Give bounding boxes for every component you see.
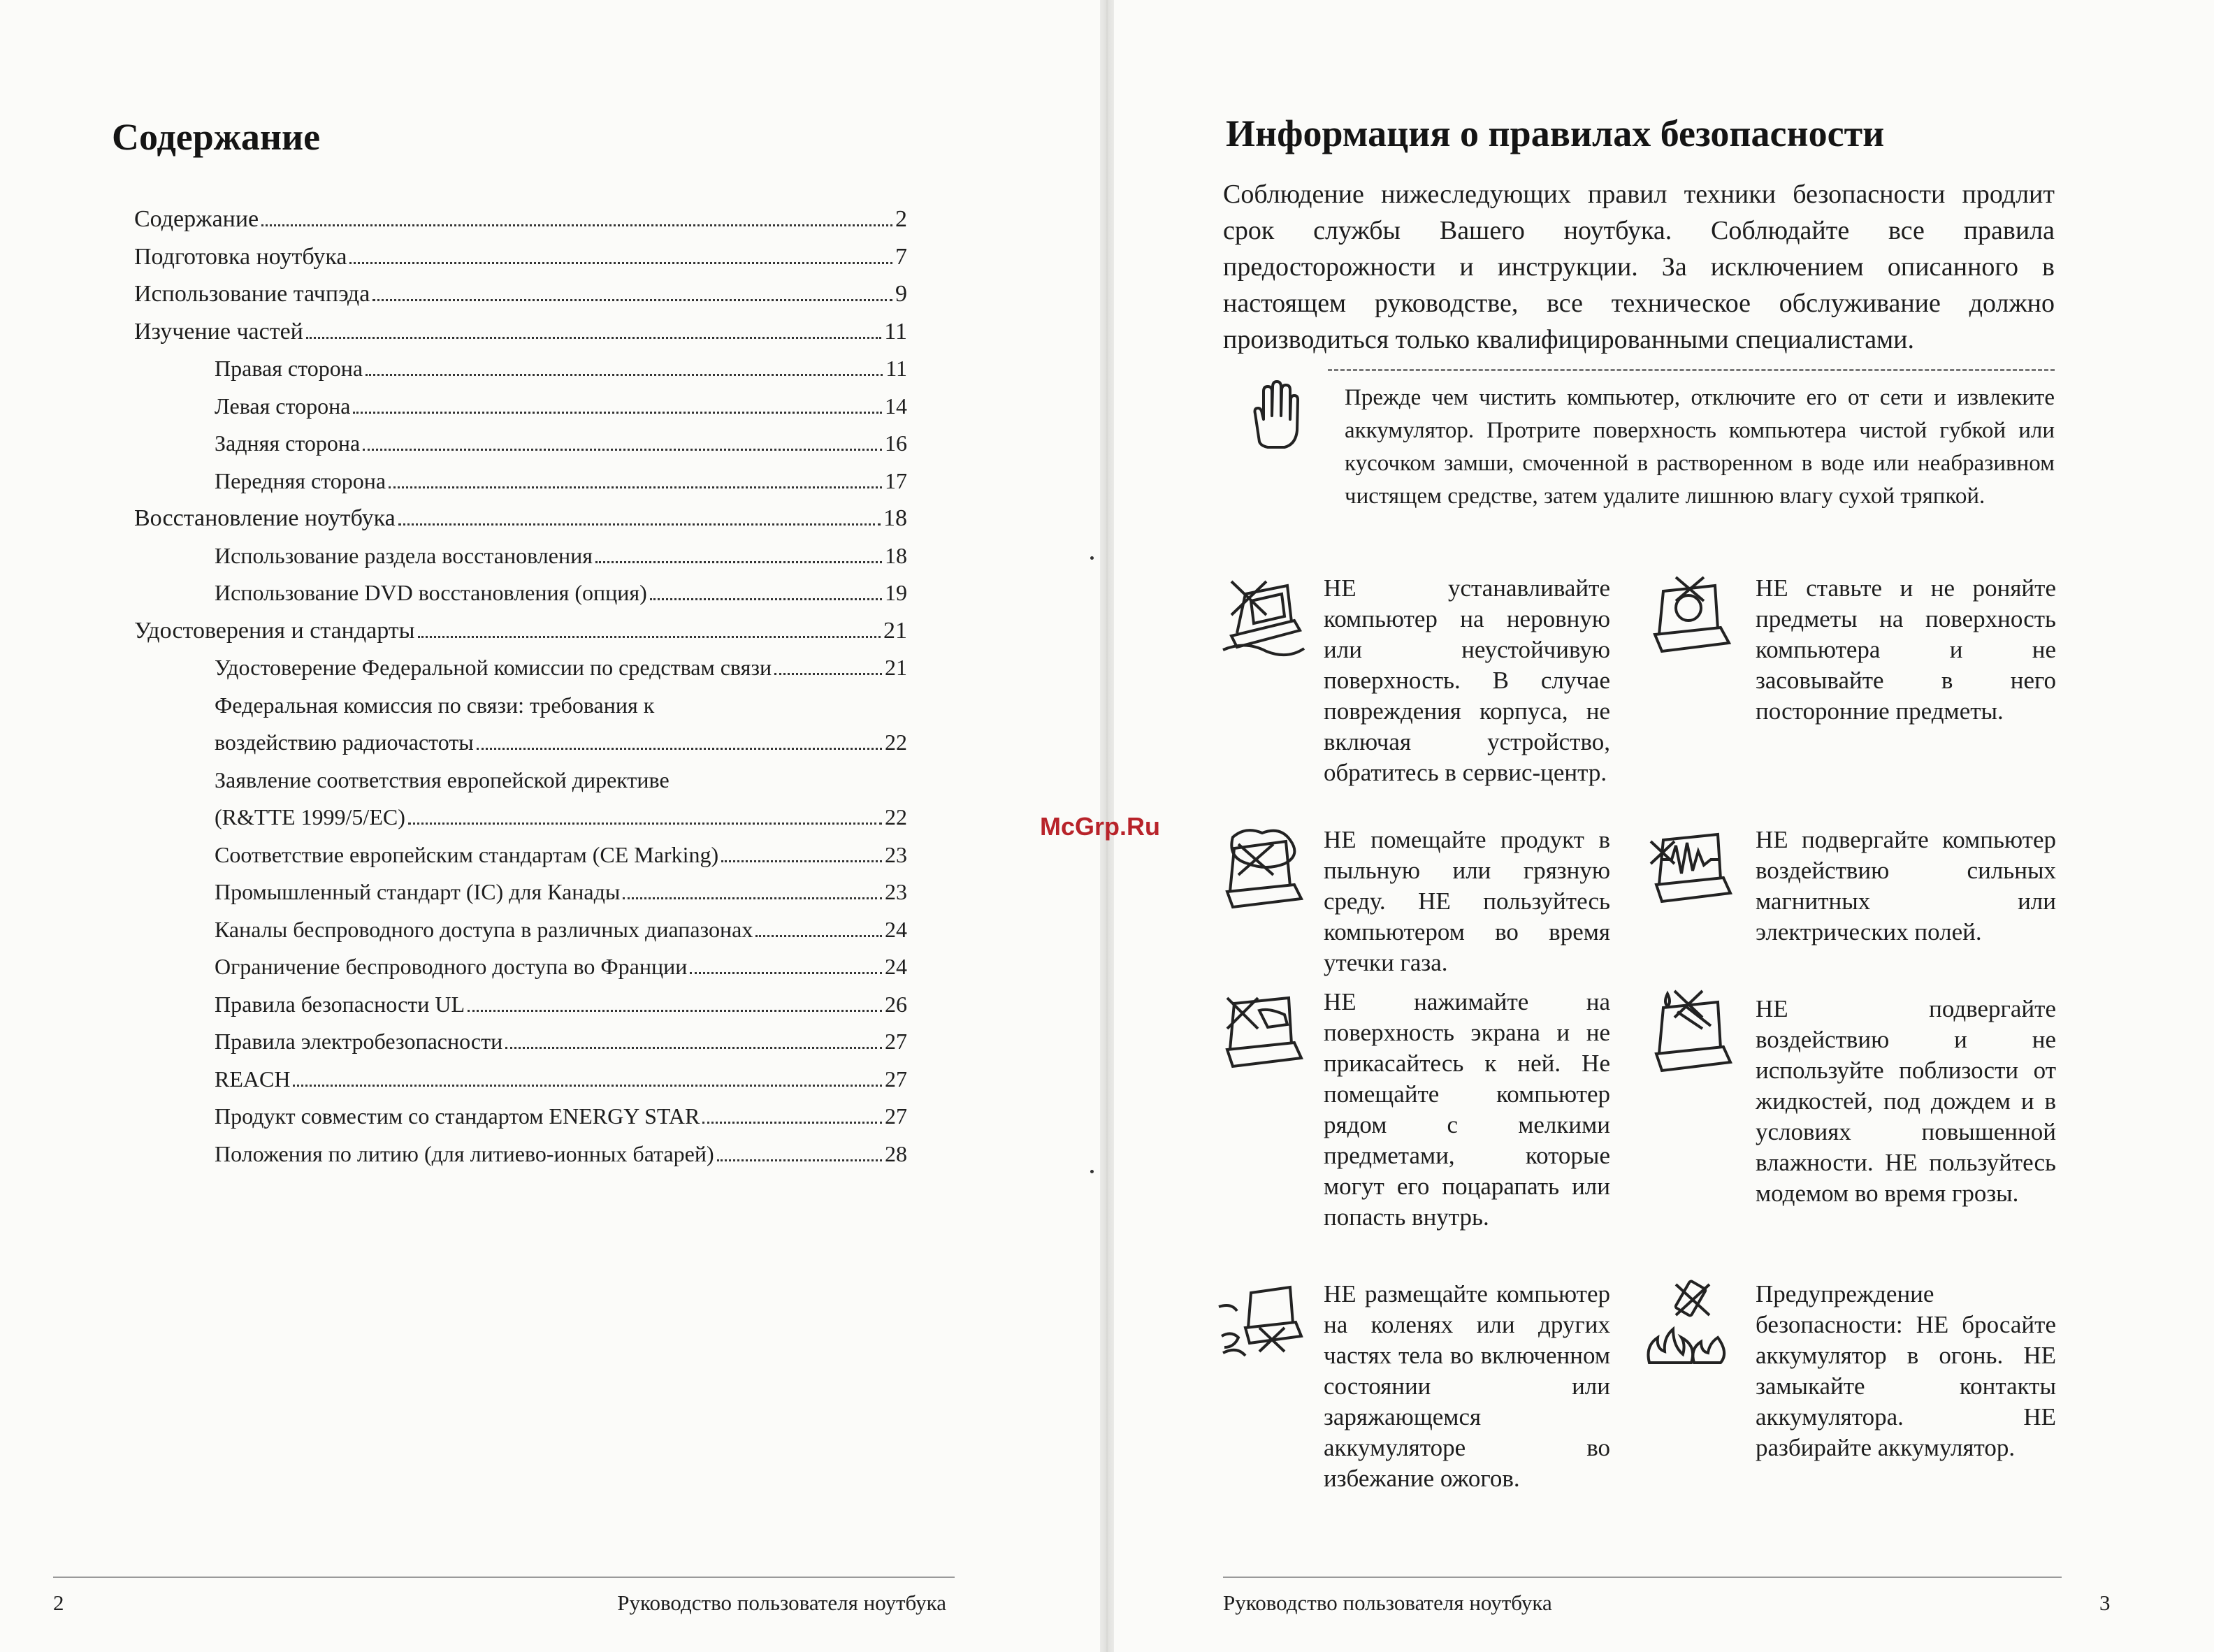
- toc-entry-label-cont: воздействию радиочастоты: [215, 730, 474, 755]
- toc-entry-page: 21: [883, 617, 907, 644]
- toc-entry-page: 23: [885, 841, 907, 867]
- toc-entry-label: Правила электробезопасности: [215, 1029, 503, 1054]
- toc-entry[interactable]: [134, 537, 907, 575]
- footer-page-number: 3: [2099, 1591, 2111, 1615]
- toc-leader-dots: [650, 598, 882, 600]
- toc-entry-page: 18: [883, 505, 907, 531]
- toc-entry-page: 23: [885, 879, 907, 904]
- toc-entry-page: 16: [885, 430, 907, 456]
- toc-entry-page: 18: [885, 542, 907, 568]
- toc-entry-label: Восстановление ноутбука: [134, 505, 396, 531]
- toc-heading: Содержание: [112, 116, 321, 158]
- toc-entry[interactable]: [134, 911, 907, 949]
- toc-leader-dots: [505, 1047, 882, 1049]
- toc-entry-page: 14: [885, 393, 907, 419]
- toc-entry-page: 24: [885, 916, 907, 942]
- toc-leader-dots: [372, 299, 892, 301]
- scan-speck: [1090, 1170, 1094, 1173]
- toc-entry-label: Правая сторона: [215, 356, 363, 381]
- toc-entry-label: Ограничение беспроводного доступа во Франции: [215, 954, 688, 979]
- unstable-surface-icon: [1217, 573, 1308, 664]
- toc-entry[interactable]: [134, 500, 907, 537]
- toc-entry[interactable]: [134, 762, 907, 836]
- toc-entry[interactable]: [134, 201, 907, 238]
- stop-hand-icon: [1240, 377, 1303, 454]
- toc-entry-label: Задняя сторона: [215, 430, 361, 456]
- toc-leader-dots: [389, 486, 882, 488]
- toc-leader-dots: [690, 972, 882, 974]
- toc-entry-page: 27: [885, 1103, 907, 1129]
- safety-heading: Информация о правилах безопасности: [1226, 113, 1885, 154]
- toc-entry-page: 11: [884, 318, 907, 345]
- toc-leader-dots: [595, 561, 882, 563]
- toc-entry-page: 27: [885, 1066, 907, 1092]
- warning-no-lap: НЕ размещайте компьютер на коленях или других частях тела во включенном состоянии или заряжающемся аккумуляторе во избежание ожогов.: [1324, 1280, 1610, 1492]
- toc-entry-page: 17: [885, 468, 907, 493]
- toc-entry-label: Заявление соответствия европейской директиве: [215, 767, 670, 792]
- toc-entry[interactable]: [134, 350, 907, 388]
- toc-entry-page: 22: [885, 730, 907, 755]
- toc-leader-dots: [363, 449, 882, 451]
- toc-entry-page: 11: [885, 356, 907, 381]
- toc-leader-dots: [468, 1010, 882, 1012]
- warning-dust: НЕ помещайте продукт в пыльную или грязную среду. НЕ пользуйтесь компьютером во время утечки газа.: [1324, 826, 1610, 976]
- warning-magnetic-field: НЕ подвергайте компьютер воздействию сильных магнитных или электрических полей.: [1756, 826, 2056, 945]
- toc-entry-page: 21: [885, 655, 907, 680]
- footer-title: Руководство пользователя ноутбука: [1223, 1591, 1552, 1615]
- toc-entry-page: 27: [885, 1029, 907, 1054]
- toc-entry-label: Удостоверение Федеральной комиссии по средствам связи: [215, 655, 772, 680]
- toc-leader-dots: [774, 673, 882, 675]
- toc-entry-label: Левая сторона: [215, 393, 351, 419]
- cleaning-note: Прежде чем чистить компьютер, отключите его от сети и извлеките аккумулятор. Протрите поверхность компьютера чистой губкой или кусочком замши, смоченной в растворенном в воде или неабразивном чистящем средстве, затем удалите лишнюю влагу сухой тряпкой.: [1345, 385, 2055, 509]
- toc-entry-label: Использование раздела восстановления: [215, 542, 593, 568]
- warning-unstable-surface: НЕ устанавливайте компьютер на неровную или неустойчивую поверхность. В случае повреждения корпуса, не включая устройство, обратитесь в сервис-центр.: [1324, 574, 1610, 786]
- toc-entry-page: 26: [885, 991, 907, 1017]
- toc-leader-dots: [408, 823, 882, 825]
- watermark: McGrp.Ru: [1040, 812, 1161, 841]
- footer-rule: [53, 1577, 955, 1578]
- toc-entry[interactable]: [134, 275, 907, 313]
- toc-entry-label-cont: (R&TTE 1999/5/EC): [215, 804, 405, 829]
- toc-entry[interactable]: [134, 687, 907, 762]
- toc-entry-label: Федеральная комиссия по связи: требования к: [215, 692, 655, 718]
- toc-entry[interactable]: [134, 1061, 907, 1099]
- toc-entry-label: Промышленный стандарт (IC) для Канады: [215, 879, 621, 904]
- toc-entry-label: Продукт совместим со стандартом ENERGY STAR: [215, 1103, 700, 1129]
- toc-entry[interactable]: [134, 612, 907, 650]
- toc-entry[interactable]: [134, 313, 907, 351]
- toc-entry-label: Положения по литию (для литиево-ионных батарей): [215, 1140, 714, 1166]
- toc-leader-dots: [261, 224, 892, 226]
- toc-entry-label: Изучение частей: [134, 318, 303, 345]
- toc-entry[interactable]: [134, 836, 907, 874]
- toc-entry-page: 22: [885, 804, 907, 829]
- toc-entry-page: 7: [895, 243, 907, 270]
- toc-leader-dots: [353, 412, 882, 414]
- scan-speck: [1090, 556, 1094, 560]
- warning-no-objects: НЕ ставьте и не роняйте предметы на поверхность компьютера и не засовывайте в него посторонние предметы.: [1756, 574, 2056, 725]
- no-lap-icon: [1217, 1279, 1308, 1370]
- warning-no-press-screen: НЕ нажимайте на поверхность экрана и не прикасайтесь к ней. Не помещайте компьютер рядом с мелкими предметами, которые могут его поцарапать или попасть внутрь.: [1324, 988, 1610, 1231]
- battery-fire-icon: [1642, 1279, 1733, 1370]
- toc-entry[interactable]: [134, 238, 907, 276]
- left-page: [0, 0, 1100, 1652]
- toc-entry[interactable]: [134, 425, 907, 463]
- toc-entry-label: Передняя сторона: [215, 468, 386, 493]
- toc-leader-dots: [623, 897, 882, 899]
- toc-leader-dots: [398, 523, 881, 526]
- right-page: [1114, 0, 2214, 1652]
- toc-leader-dots: [702, 1122, 882, 1124]
- dust-icon: [1217, 825, 1308, 915]
- warning-no-liquid: НЕ подвергайте воздействию и не используйте поблизости от жидкостей, под дождем и в условиях повышенной влажности. НЕ пользуйтесь модемом во время грозы.: [1756, 995, 2056, 1207]
- toc-leader-dots: [755, 935, 882, 937]
- toc-entry-label: Использование тачпэда: [134, 281, 370, 307]
- toc-leader-dots: [349, 262, 892, 264]
- toc-entry-label: REACH: [215, 1066, 291, 1092]
- toc-entry-label: Содержание: [134, 206, 259, 232]
- toc-entry-page: 19: [885, 580, 907, 605]
- safety-intro: Соблюдение нижеследующих правил техники безопасности продлит срок службы Вашего ноутбука. Соблюдайте все правила предосторожности и инструкции. За исключением описанного в настоящем руководстве, все техническое обслуживание должно производиться только квалифицированными специалистами.: [1223, 180, 2055, 354]
- toc-entry-page: 28: [885, 1140, 907, 1166]
- toc-entry[interactable]: [134, 463, 907, 500]
- footer-rule: [1223, 1577, 2062, 1578]
- toc-leader-dots: [293, 1085, 882, 1087]
- toc-entry-label: Каналы беспроводного доступа в различных диапазонах: [215, 916, 753, 942]
- toc-entry-label: Использование DVD восстановления (опция): [215, 580, 647, 605]
- warning-battery-fire: Предупреждение безопасности: НЕ бросайте аккумулятор в огонь. НЕ замыкайте контакты аккумулятора. НЕ разбирайте аккумулятор.: [1756, 1280, 2056, 1461]
- no-objects-icon: [1645, 573, 1736, 664]
- toc-entry[interactable]: [134, 1023, 907, 1061]
- toc-entry-label: Подготовка ноутбука: [134, 243, 347, 270]
- toc-leader-dots: [306, 337, 881, 339]
- magnetic-field-icon: [1647, 825, 1737, 915]
- toc-entry-page: 9: [895, 281, 907, 307]
- toc-entry[interactable]: [134, 986, 907, 1024]
- no-liquid-icon: [1647, 987, 1737, 1078]
- toc-entry[interactable]: [134, 649, 907, 687]
- toc-entry[interactable]: [134, 874, 907, 911]
- table-of-contents: [134, 201, 907, 1173]
- footer-page-number: 2: [53, 1591, 64, 1615]
- toc-entry-page: 2: [895, 206, 907, 232]
- toc-entry-label: Правила безопасности UL: [215, 991, 465, 1017]
- toc-entry[interactable]: [134, 388, 907, 426]
- toc-entry-label: Соответствие европейским стандартам (CE Marking): [215, 841, 719, 867]
- toc-entry[interactable]: [134, 1098, 907, 1136]
- toc-leader-dots: [366, 374, 883, 376]
- toc-leader-dots: [477, 748, 882, 750]
- toc-entry[interactable]: [134, 1136, 907, 1173]
- toc-entry[interactable]: [134, 574, 907, 612]
- toc-leader-dots: [418, 636, 881, 638]
- footer-title: Руководство пользователя ноутбука: [617, 1591, 946, 1615]
- toc-leader-dots: [717, 1159, 882, 1161]
- no-press-screen-icon: [1217, 987, 1308, 1078]
- toc-leader-dots: [721, 860, 882, 862]
- note-divider: [1328, 369, 2055, 371]
- toc-entry[interactable]: [134, 948, 907, 986]
- toc-entry-page: 24: [885, 954, 907, 979]
- toc-entry-label: Удостоверения и стандарты: [134, 617, 415, 644]
